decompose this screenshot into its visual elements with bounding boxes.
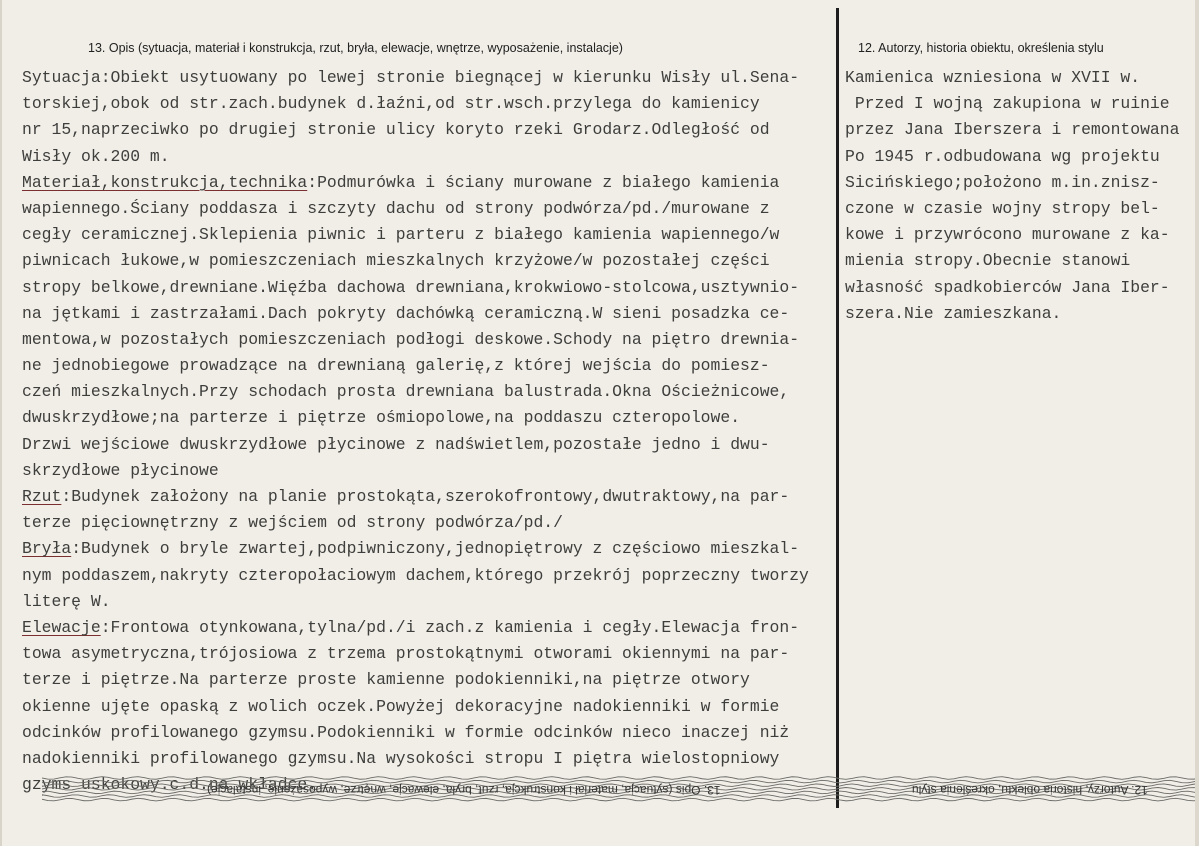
text-segment: nym poddaszem,nakryty czteropołaciowym dachem,którego przekrój poprzeczny tworzy (22, 565, 809, 585)
description-line (22, 720, 809, 746)
description-line (22, 144, 809, 170)
text-segment: Obiekt usytuowany po lewej stronie biegnącej w kierunku Wisły ul.Sena- (110, 68, 800, 87)
description-line (22, 222, 809, 248)
description-line (22, 117, 809, 143)
text-segment: stropy belkowe,drewniane.Więźba dachowa drewniana,krokwiowo-stolcowa,usztywnio- (22, 277, 800, 297)
description-line (22, 301, 809, 327)
description-line (22, 170, 809, 196)
history-text (845, 65, 1179, 327)
description-line (22, 91, 809, 117)
section-13-header: 13. Opis (sytuacja, materiał i konstrukcja, rzut, bryła, elewacje, wnętrze, wyposażenie, instalacje) (88, 41, 623, 55)
column-divider (836, 8, 839, 808)
text-segment: odcinków profilowanego gzymsu.Podokienniki w formie odcinków nieco inaczej niż (22, 722, 790, 742)
text-segment: mentowa,w pozostałych pomieszczeniach podłogi deskowe.Schody na piętro drewnia- (22, 329, 800, 349)
history-line: Kamienica wzniesiona w XVII w. (845, 68, 1141, 87)
text-segment: wapiennego.Ściany poddasza i szczyty dachu od strony podwórza/pd./murowane z (22, 198, 770, 218)
text-segment: terze pięciownętrzny z wejściem od strony podwórza/pd./ (22, 513, 563, 533)
description-line (22, 510, 809, 536)
mirrored-section-13-header: 13. Opis (sytuacja, materiał i konstrukcja, rzut, bryła, elewacje, wnętrze, wyposażenie, instalacje) (207, 783, 721, 797)
section-label: Bryła (22, 539, 72, 559)
wave-line (42, 798, 1199, 801)
description-line (22, 746, 809, 772)
section-label: Materiał,konstrukcja,technika (22, 172, 308, 192)
text-segment: literę W. (22, 591, 111, 611)
history-line: własność spadkobierców Jana Iber- (845, 277, 1170, 297)
description-line (22, 484, 809, 510)
history-line: szera.Nie zamieszkana. (845, 303, 1062, 323)
description-line (22, 458, 809, 484)
text-segment: towa asymetryczna,trójosiowa z trzema prostokątnymi otworami okiennymi na par- (22, 644, 790, 664)
description-line (22, 432, 809, 458)
description-line (22, 248, 809, 274)
description-line (22, 275, 809, 301)
description-line (22, 667, 809, 693)
history-line: czone w czasie wojny stropy bel- (845, 198, 1160, 218)
text-segment: cegły ceramicznej.Sklepienia piwnic i parteru z białego kamienia wapiennego/w (22, 225, 780, 245)
text-segment: Wisły ok.200 m. (22, 146, 170, 166)
text-segment: :Podmurówka i ściany murowane z białego kamienia (307, 172, 780, 192)
history-line: mienia stropy.Obecnie stanowi (845, 251, 1131, 271)
text-segment: czeń mieszkalnych.Przy schodach prosta drewniana balustrada.Okna Ościeżnicowe, (22, 382, 790, 402)
text-segment: :Frontowa otynkowana,tylna/pd./i zach.z kamienia i cegły.Elewacja fron- (100, 617, 800, 637)
text-segment: dwuskrzydłowe;na parterze i piętrze ośmiopolowe,na poddaszu czteropolowe. (22, 408, 741, 428)
text-segment: na jętkami i zastrzałami.Dach pokryty dachówką ceramiczną.W sieni posadzka ce- (22, 303, 790, 323)
description-line (22, 327, 809, 353)
text-segment: gzyms uskokowy.c.d.na wkładce. (22, 775, 318, 795)
section-label: Elewacje (22, 617, 101, 637)
text-segment: Drzwi wejściowe dwuskrzydłowe płycinowe z nadświetlem,pozostałe jedno i dwu- (22, 434, 770, 454)
description-line (22, 641, 809, 667)
text-segment: torskiej,obok od str.zach.budynek d.łaźni,od str.wsch.przylega do kamienicy (22, 94, 760, 114)
description-line (22, 563, 809, 589)
description-line (22, 196, 809, 222)
history-line: Przed I wojną zakupiona w ruinie (845, 94, 1170, 114)
history-line: Po 1945 r.odbudowana wg projektu (845, 146, 1160, 166)
history-line: Sicińskiego;położono m.in.znisz- (845, 172, 1160, 192)
text-segment: Sytuacja: (22, 68, 111, 87)
description-line (22, 379, 809, 405)
text-segment: nadokienniki profilowanego gzymsu.Na wysokości stropu I piętra wielostopniowy (22, 748, 780, 768)
text-segment: :Budynek założony na planie prostokąta,szerokofrontowy,dwutraktowy,na par- (61, 487, 790, 506)
text-segment: ne jednobiegowe prowadzące na drewnianą galerię,z której wejścia do pomiesz- (22, 356, 770, 376)
text-segment: nr 15,naprzeciwko po drugiej stronie ulicy koryto rzeki Grodarz.Odległość od (22, 120, 770, 140)
text-segment: piwnicach łukowe,w pomieszczeniach mieszkalnych krzyżowe/w pozostałej części (22, 251, 770, 271)
wave-line (42, 777, 1199, 780)
text-segment: :Budynek o bryle zwartej,podpiwniczony,jednopiętrowy z częściowo mieszkal- (71, 539, 800, 559)
description-text (22, 65, 809, 798)
section-12-header: 12. Autorzy, historia obiektu, określenia stylu (858, 41, 1104, 55)
description-line (22, 615, 809, 641)
description-line (22, 405, 809, 431)
text-segment: skrzydłowe płycinowe (22, 460, 219, 480)
description-line (22, 65, 809, 91)
description-line (22, 353, 809, 379)
section-label: Rzut (22, 487, 62, 506)
description-line (22, 589, 809, 615)
text-segment: terze i piętrze.Na parterze proste kamienne podokienniki,na piętrze otwory (22, 670, 750, 690)
mirrored-section-12-header: 12. Autorzy, historia obiektu, określenia stylu (912, 783, 1148, 797)
card-edge (1195, 0, 1199, 846)
text-segment: okienne ujęte opaską z wolich oczek.Powyżej dekoracyjne nadokienniki w formie (22, 696, 780, 716)
history-line: przez Jana Iberszera i remontowana (845, 120, 1180, 140)
description-line (22, 536, 809, 562)
description-line (22, 694, 809, 720)
history-line: kowe i przywrócono murowane z ka- (845, 225, 1170, 245)
